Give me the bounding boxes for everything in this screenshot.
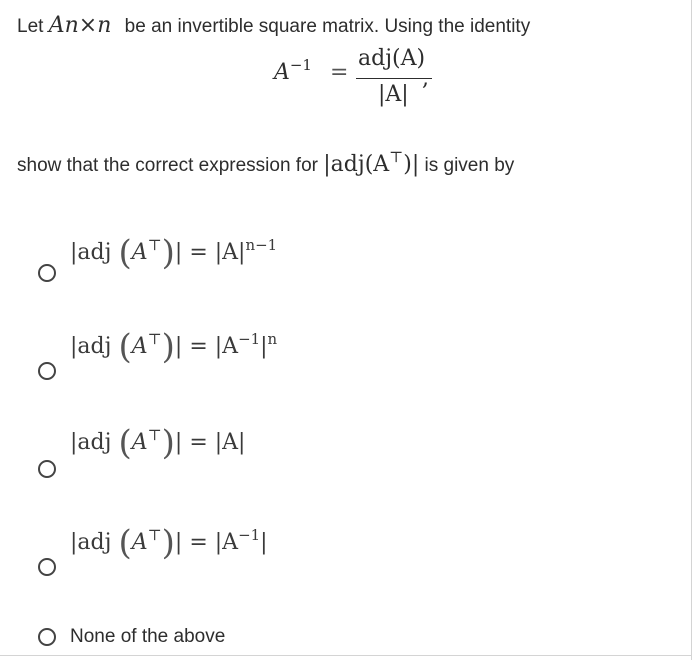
inverse-identity-equation xyxy=(274,46,454,116)
paren-open: ( xyxy=(118,233,132,273)
identity-numerator: adj(A) xyxy=(358,46,426,71)
option-transpose: ⊤ xyxy=(147,236,162,255)
answer-option-3[interactable] xyxy=(38,418,638,478)
paren-close: ) xyxy=(161,423,175,463)
radio-button[interactable] xyxy=(38,362,56,380)
radio-button[interactable] xyxy=(38,558,56,576)
option-lhs-prefix: |adj xyxy=(70,430,112,455)
answer-option-5[interactable] xyxy=(38,624,638,654)
prompt-math-transpose: ⊤ xyxy=(389,148,404,167)
matrix-subscript: n×n xyxy=(64,13,112,38)
answer-option-4[interactable] xyxy=(38,518,638,578)
option-rhs-tail: | xyxy=(260,530,268,555)
option-lhs-matrix: A xyxy=(131,430,148,455)
radio-button[interactable] xyxy=(38,460,56,478)
option-rhs: | = |A xyxy=(174,334,239,359)
identity-comma: , xyxy=(422,66,429,91)
option-rhs: | = |A xyxy=(174,530,239,555)
matrix-symbol xyxy=(49,13,112,38)
question-prompt xyxy=(17,148,515,177)
answer-option-1[interactable] xyxy=(38,228,638,288)
option-rhs-exponent: −1 xyxy=(238,330,261,349)
option-rhs: | = |A| xyxy=(174,430,246,455)
option-rhs-tail-exponent: n xyxy=(267,330,278,349)
frame-edge-bottom xyxy=(0,655,692,656)
option-rhs-tail: | xyxy=(260,334,268,359)
fraction-bar xyxy=(356,78,432,79)
prompt-text-prefix: show that the correct expression for xyxy=(17,155,324,176)
option-lhs-prefix: |adj xyxy=(70,240,112,265)
option-2-math xyxy=(70,322,278,367)
radio-button[interactable] xyxy=(38,264,56,282)
question-intro xyxy=(17,13,530,38)
option-5-label: None of the above xyxy=(70,626,226,647)
identity-lhs xyxy=(274,56,312,85)
intro-text-prefix: Let xyxy=(17,16,49,37)
paren-close: ) xyxy=(161,233,175,273)
option-lhs-prefix: |adj xyxy=(70,530,112,555)
option-lhs-matrix: A xyxy=(131,530,148,555)
option-rhs-exponent: n−1 xyxy=(245,236,278,255)
prompt-text-suffix: is given by xyxy=(419,155,515,176)
identity-denominator: |A| xyxy=(378,82,409,107)
paren-close: ) xyxy=(161,327,175,367)
option-4-math xyxy=(70,518,268,563)
paren-open: ( xyxy=(118,423,132,463)
option-3-math xyxy=(70,418,246,463)
option-transpose: ⊤ xyxy=(147,330,162,349)
matrix-letter: A xyxy=(48,13,65,38)
paren-open: ( xyxy=(118,327,132,367)
answer-option-2[interactable] xyxy=(38,322,638,382)
frame-edge-right xyxy=(691,0,692,660)
identity-lhs-base: A xyxy=(274,60,290,85)
option-transpose: ⊤ xyxy=(147,426,162,445)
prompt-math xyxy=(323,148,420,177)
radio-button[interactable] xyxy=(38,628,56,646)
option-lhs-prefix: |adj xyxy=(70,334,112,359)
option-1-math xyxy=(70,228,278,273)
prompt-math-open: |adj(A xyxy=(323,152,390,177)
prompt-math-close: )| xyxy=(403,152,420,177)
option-rhs-exponent: −1 xyxy=(238,526,261,545)
intro-text-suffix: be an invertible square matrix. Using the identity xyxy=(119,16,531,37)
option-rhs: | = |A| xyxy=(174,240,246,265)
paren-open: ( xyxy=(118,523,132,563)
identity-lhs-exponent: −1 xyxy=(289,56,312,75)
identity-equals: = xyxy=(330,60,349,85)
paren-close: ) xyxy=(161,523,175,563)
option-transpose: ⊤ xyxy=(147,526,162,545)
option-lhs-matrix: A xyxy=(131,240,148,265)
option-lhs-matrix: A xyxy=(131,334,148,359)
